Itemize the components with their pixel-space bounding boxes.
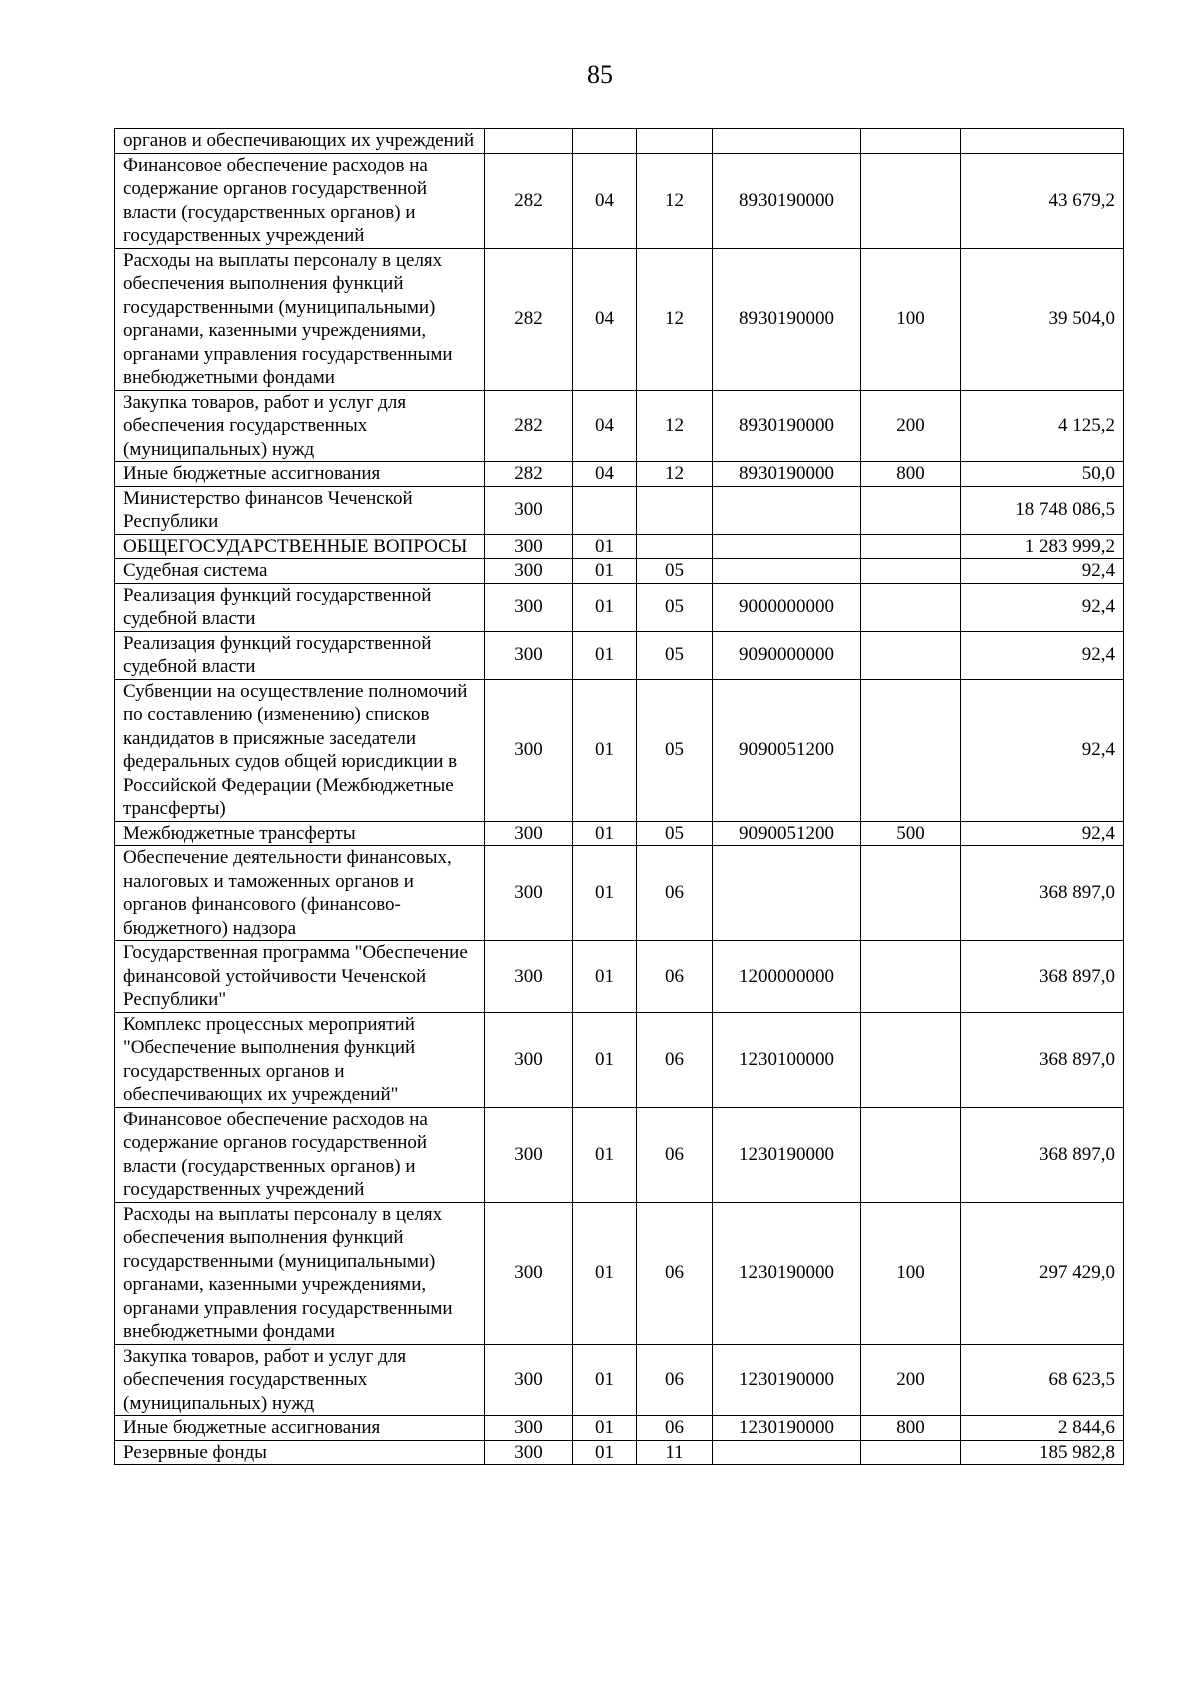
- row-csr-cell: 8930190000: [713, 248, 861, 390]
- row-csr-cell: [713, 559, 861, 584]
- row-pr-cell: 12: [637, 248, 713, 390]
- row-pr-cell: 06: [637, 846, 713, 941]
- row-vr-cell: [861, 486, 961, 534]
- row-csr-cell: [713, 1440, 861, 1465]
- row-vr-cell: [861, 631, 961, 679]
- row-sum-cell: 368 897,0: [961, 941, 1124, 1013]
- budget-table-body: [115, 129, 1124, 1465]
- row-ved-cell: 300: [485, 846, 573, 941]
- row-pr-cell: 06: [637, 1202, 713, 1344]
- row-sum-cell: 297 429,0: [961, 1202, 1124, 1344]
- row-sum-cell: 39 504,0: [961, 248, 1124, 390]
- row-rz-cell: 01: [573, 1202, 637, 1344]
- table-row: [115, 1344, 1124, 1416]
- row-sum-cell: 2 844,6: [961, 1416, 1124, 1441]
- row-sum-cell: 368 897,0: [961, 1012, 1124, 1107]
- row-vr-cell: [861, 1107, 961, 1202]
- row-csr-cell: 1230190000: [713, 1344, 861, 1416]
- row-ved-cell: 300: [485, 1440, 573, 1465]
- row-pr-cell: 06: [637, 1416, 713, 1441]
- row-csr-cell: 1200000000: [713, 941, 861, 1013]
- row-ved-cell: 300: [485, 559, 573, 584]
- table-row: [115, 559, 1124, 584]
- row-pr-cell: [637, 129, 713, 154]
- row-vr-cell: 500: [861, 821, 961, 846]
- row-rz-cell: 01: [573, 1344, 637, 1416]
- table-row: [115, 583, 1124, 631]
- row-csr-cell: 8930190000: [713, 390, 861, 462]
- row-vr-cell: 100: [861, 1202, 961, 1344]
- row-rz-cell: 04: [573, 153, 637, 248]
- row-pr-cell: 06: [637, 941, 713, 1013]
- row-pr-cell: 05: [637, 679, 713, 821]
- row-rz-cell: 01: [573, 559, 637, 584]
- row-rz-cell: 04: [573, 462, 637, 487]
- row-rz-cell: 01: [573, 1012, 637, 1107]
- row-csr-cell: 9090051200: [713, 821, 861, 846]
- table-row: [115, 534, 1124, 559]
- row-name-cell: Министерство финансов Чеченской Республики: [115, 486, 485, 534]
- row-name-cell: Реализация функций государственной судебной власти: [115, 583, 485, 631]
- row-pr-cell: 12: [637, 153, 713, 248]
- row-sum-cell: 68 623,5: [961, 1344, 1124, 1416]
- row-ved-cell: 300: [485, 1012, 573, 1107]
- row-vr-cell: [861, 846, 961, 941]
- row-name-cell: органов и обеспечивающих их учреждений: [115, 129, 485, 154]
- row-sum-cell: 92,4: [961, 631, 1124, 679]
- row-sum-cell: 92,4: [961, 559, 1124, 584]
- table-row: [115, 1202, 1124, 1344]
- row-ved-cell: 300: [485, 941, 573, 1013]
- row-ved-cell: 300: [485, 583, 573, 631]
- row-sum-cell: 18 748 086,5: [961, 486, 1124, 534]
- table-row: [115, 248, 1124, 390]
- row-csr-cell: [713, 846, 861, 941]
- table-row: [115, 941, 1124, 1013]
- row-sum-cell: 1 283 999,2: [961, 534, 1124, 559]
- table-row: [115, 486, 1124, 534]
- row-name-cell: Закупка товаров, работ и услуг для обеспечения государственных (муниципальных) нужд: [115, 1344, 485, 1416]
- row-vr-cell: 100: [861, 248, 961, 390]
- row-name-cell: Судебная система: [115, 559, 485, 584]
- row-pr-cell: [637, 534, 713, 559]
- row-name-cell: Расходы на выплаты персоналу в целях обеспечения выполнения функций государственными (муниципальными) органами, казенными учреждениями, органами управления государственными внебюджетными фондами: [115, 248, 485, 390]
- table-row: [115, 462, 1124, 487]
- row-csr-cell: [713, 129, 861, 154]
- row-pr-cell: 05: [637, 631, 713, 679]
- row-name-cell: Расходы на выплаты персоналу в целях обеспечения выполнения функций государственными (муниципальными) органами, казенными учреждениями, органами управления государственными внебюджетными фондами: [115, 1202, 485, 1344]
- row-vr-cell: [861, 941, 961, 1013]
- row-pr-cell: 06: [637, 1012, 713, 1107]
- budget-table: [114, 128, 1124, 1465]
- row-rz-cell: 01: [573, 941, 637, 1013]
- row-rz-cell: [573, 486, 637, 534]
- row-sum-cell: 185 982,8: [961, 1440, 1124, 1465]
- table-row: [115, 679, 1124, 821]
- row-name-cell: Субвенции на осуществление полномочий по составлению (изменению) списков кандидатов в присяжные заседатели федеральных судов общей юрисдикции в Российской Федерации (Межбюджетные трансферты): [115, 679, 485, 821]
- row-rz-cell: 01: [573, 679, 637, 821]
- row-ved-cell: 300: [485, 1344, 573, 1416]
- row-rz-cell: 01: [573, 1416, 637, 1441]
- row-rz-cell: 04: [573, 248, 637, 390]
- row-csr-cell: 1230190000: [713, 1416, 861, 1441]
- row-csr-cell: 9090000000: [713, 631, 861, 679]
- row-csr-cell: 9090051200: [713, 679, 861, 821]
- row-rz-cell: 01: [573, 631, 637, 679]
- row-sum-cell: 368 897,0: [961, 846, 1124, 941]
- row-rz-cell: [573, 129, 637, 154]
- row-rz-cell: 01: [573, 1107, 637, 1202]
- row-sum-cell: 92,4: [961, 583, 1124, 631]
- row-sum-cell: 368 897,0: [961, 1107, 1124, 1202]
- row-vr-cell: [861, 1440, 961, 1465]
- row-rz-cell: 01: [573, 821, 637, 846]
- row-name-cell: Финансовое обеспечение расходов на содержание органов государственной власти (государственных органов) и государственных учреждений: [115, 153, 485, 248]
- row-name-cell: Государственная программа "Обеспечение финансовой устойчивости Чеченской Республики": [115, 941, 485, 1013]
- row-vr-cell: [861, 534, 961, 559]
- row-csr-cell: 1230190000: [713, 1107, 861, 1202]
- row-pr-cell: 12: [637, 462, 713, 487]
- row-name-cell: Комплекс процессных мероприятий "Обеспечение выполнения функций государственных органов и обеспечивающих их учреждений": [115, 1012, 485, 1107]
- row-vr-cell: 800: [861, 462, 961, 487]
- row-pr-cell: [637, 486, 713, 534]
- row-ved-cell: 300: [485, 534, 573, 559]
- table-row: [115, 1416, 1124, 1441]
- row-pr-cell: 11: [637, 1440, 713, 1465]
- table-row: [115, 846, 1124, 941]
- row-vr-cell: [861, 559, 961, 584]
- row-rz-cell: 01: [573, 1440, 637, 1465]
- row-sum-cell: 92,4: [961, 679, 1124, 821]
- row-rz-cell: 04: [573, 390, 637, 462]
- row-vr-cell: [861, 153, 961, 248]
- row-name-cell: ОБЩЕГОСУДАРСТВЕННЫЕ ВОПРОСЫ: [115, 534, 485, 559]
- row-csr-cell: 8930190000: [713, 462, 861, 487]
- row-rz-cell: 01: [573, 534, 637, 559]
- table-row: [115, 1012, 1124, 1107]
- row-vr-cell: 200: [861, 390, 961, 462]
- row-ved-cell: 282: [485, 462, 573, 487]
- row-name-cell: Резервные фонды: [115, 1440, 485, 1465]
- row-name-cell: Иные бюджетные ассигнования: [115, 1416, 485, 1441]
- row-pr-cell: 05: [637, 821, 713, 846]
- row-csr-cell: 1230190000: [713, 1202, 861, 1344]
- page-number: 85: [587, 60, 613, 89]
- row-name-cell: Межбюджетные трансферты: [115, 821, 485, 846]
- row-ved-cell: 300: [485, 1202, 573, 1344]
- row-pr-cell: 06: [637, 1107, 713, 1202]
- row-ved-cell: 300: [485, 821, 573, 846]
- row-vr-cell: [861, 129, 961, 154]
- row-name-cell: Финансовое обеспечение расходов на содержание органов государственной власти (государственных органов) и государственных учреждений: [115, 1107, 485, 1202]
- table-row: [115, 1440, 1124, 1465]
- row-ved-cell: 282: [485, 390, 573, 462]
- row-ved-cell: 282: [485, 248, 573, 390]
- row-ved-cell: 300: [485, 1107, 573, 1202]
- row-ved-cell: 300: [485, 631, 573, 679]
- row-vr-cell: 800: [861, 1416, 961, 1441]
- row-sum-cell: 92,4: [961, 821, 1124, 846]
- row-pr-cell: 05: [637, 583, 713, 631]
- row-sum-cell: 4 125,2: [961, 390, 1124, 462]
- row-ved-cell: 300: [485, 1416, 573, 1441]
- row-rz-cell: 01: [573, 583, 637, 631]
- table-row: [115, 153, 1124, 248]
- row-vr-cell: [861, 583, 961, 631]
- row-name-cell: Реализация функций государственной судебной власти: [115, 631, 485, 679]
- table-row: [115, 631, 1124, 679]
- table-row: [115, 390, 1124, 462]
- row-pr-cell: 06: [637, 1344, 713, 1416]
- row-csr-cell: 8930190000: [713, 153, 861, 248]
- row-pr-cell: 12: [637, 390, 713, 462]
- row-vr-cell: 200: [861, 1344, 961, 1416]
- row-ved-cell: 300: [485, 679, 573, 821]
- row-sum-cell: 50,0: [961, 462, 1124, 487]
- row-name-cell: Иные бюджетные ассигнования: [115, 462, 485, 487]
- table-row: [115, 1107, 1124, 1202]
- row-ved-cell: 300: [485, 486, 573, 534]
- row-vr-cell: [861, 679, 961, 821]
- row-pr-cell: 05: [637, 559, 713, 584]
- row-sum-cell: 43 679,2: [961, 153, 1124, 248]
- row-rz-cell: 01: [573, 846, 637, 941]
- table-row: [115, 821, 1124, 846]
- row-name-cell: Закупка товаров, работ и услуг для обеспечения государственных (муниципальных) нужд: [115, 390, 485, 462]
- row-vr-cell: [861, 1012, 961, 1107]
- table-row: [115, 129, 1124, 154]
- row-ved-cell: [485, 129, 573, 154]
- row-name-cell: Обеспечение деятельности финансовых, налоговых и таможенных органов и органов финансового (финансово-бюджетного) надзора: [115, 846, 485, 941]
- row-csr-cell: [713, 534, 861, 559]
- row-csr-cell: 9000000000: [713, 583, 861, 631]
- row-csr-cell: 1230100000: [713, 1012, 861, 1107]
- row-sum-cell: [961, 129, 1124, 154]
- row-ved-cell: 282: [485, 153, 573, 248]
- row-csr-cell: [713, 486, 861, 534]
